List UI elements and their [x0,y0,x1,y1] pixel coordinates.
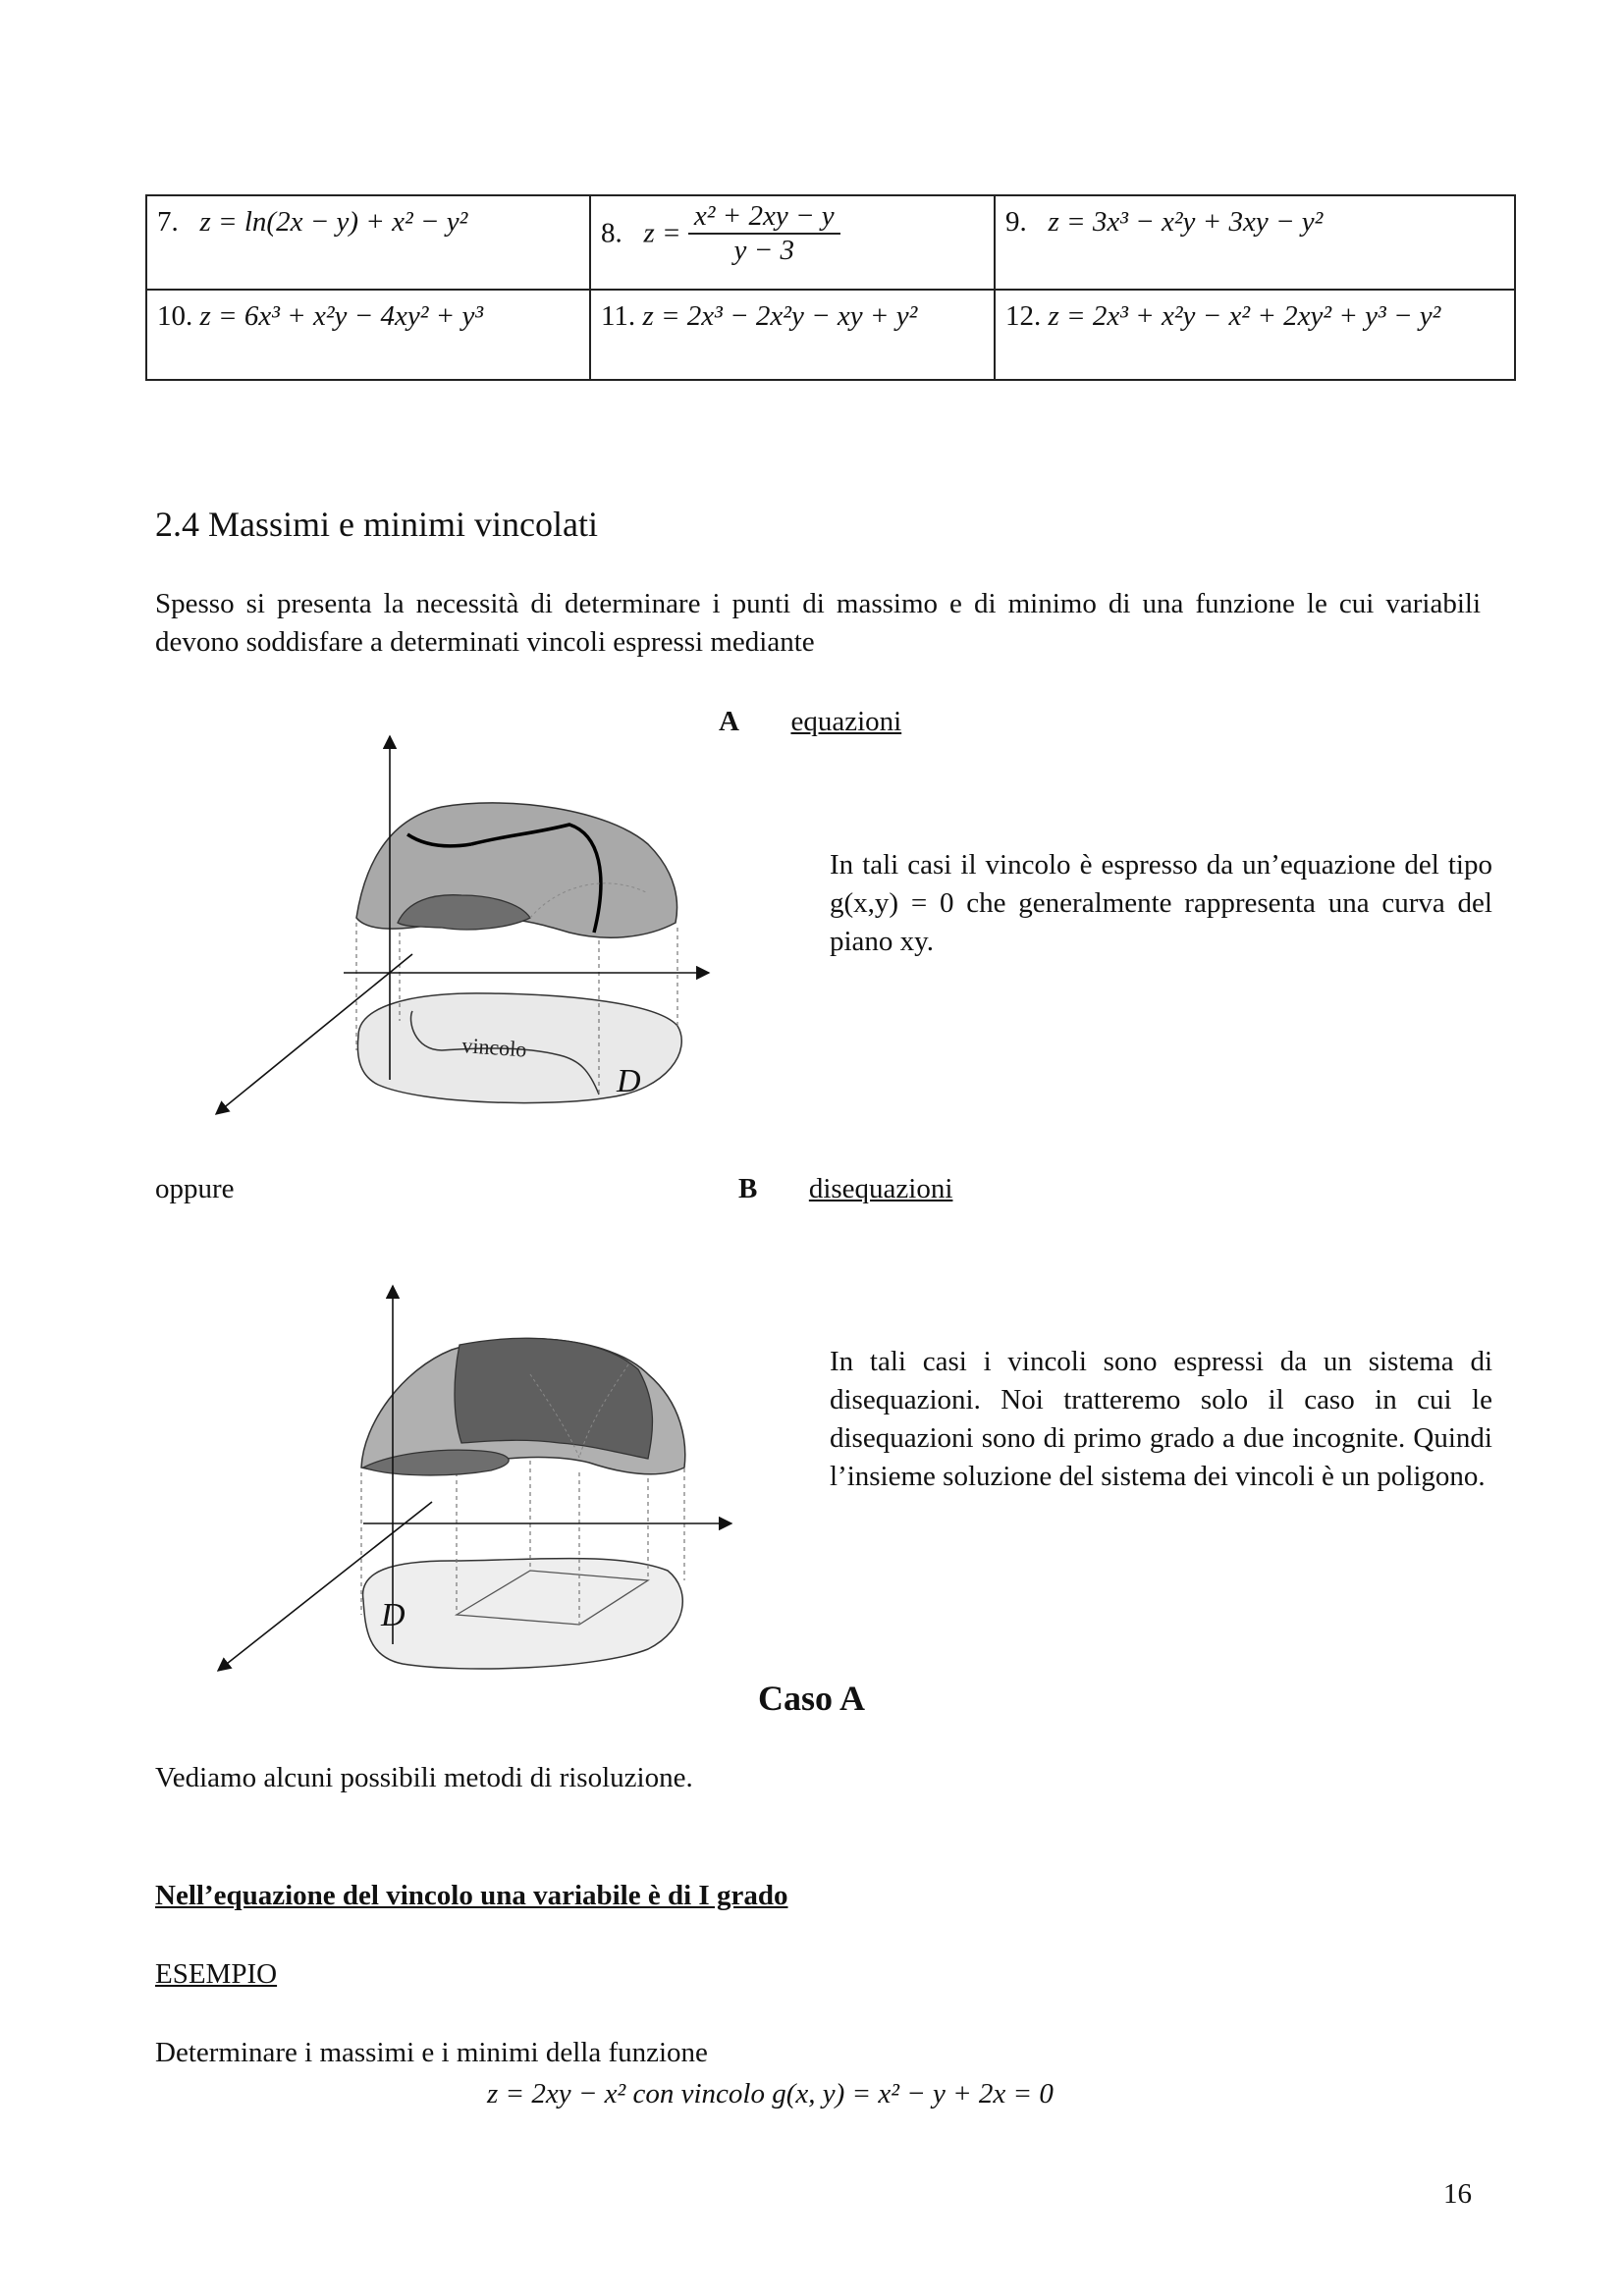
exercise-lhs: z = [643,217,681,249]
table-row [146,290,1515,380]
exercise-cell-10 [146,290,590,380]
page-number: 16 [1443,2178,1472,2210]
caso-a-heading: Caso A [758,1679,866,1718]
case-a-type: equazioni [790,706,902,737]
case-a-text: In tali casi il vincolo è espresso da un’equazione del tipo g(x,y) = 0 che generalmente rappresenta una curva del piano xy. [830,849,1492,957]
section-title: 2.4 Massimi e minimi vincolati [155,505,598,544]
exercise-cell-7 [146,195,590,290]
exercise-number: 8. [601,217,622,249]
subheading: Nell’equazione del vincolo una variabile è di I grado [155,1880,788,1911]
exercise-number: 9. [1005,206,1027,238]
case-b-type: disequazioni [808,1173,953,1204]
methods-line: Vediamo alcuni possibili metodi di risoluzione. [155,1762,693,1793]
figure-equality-constraint [196,726,746,1139]
exercise-cell-9 [995,195,1515,290]
figure-inequality-constraint [196,1276,746,1688]
exercise-formula: z = 2x³ − 2x²y − xy + y² [642,300,918,332]
example-formula: z = 2xy − x² con vincolo g(x, y) = x² − y + 2x = 0 [487,2078,1054,2109]
case-b-text: In tali casi i vincoli sono espressi da un sistema di disequazioni. Noi tratteremo solo il caso in cui le disequazioni sono di primo grado a due incognite. Quindi l’insieme soluzione del sistema dei vincoli è un poligono. [830,1346,1492,1492]
exercise-cell-11 [590,290,995,380]
case-b-letter: B [738,1173,758,1204]
exercise-number: 10. [157,300,193,332]
vincolo-label: vincolo [460,1033,528,1062]
domain-label: D [617,1063,641,1099]
exercise-number: 7. [157,206,179,238]
exercise-number: 12. [1005,300,1042,332]
exercise-table [145,194,1516,381]
domain-label: D [381,1597,406,1633]
exercise-number: 11. [601,300,636,332]
exercise-cell-12 [995,290,1515,380]
section-intro: Spesso si presenta la necessità di determinare i punti di massimo e di minimo di una funzione le cui variabili devono soddisfare a determinati vincoli espressi mediante [155,588,1481,658]
or-label: oppure [155,1173,235,1204]
fraction-denominator: y − 3 [733,235,794,266]
fraction [688,200,840,267]
case-b-label [738,1170,952,1208]
case-a-letter: A [719,706,739,737]
exercise-formula: z = ln(2x − y) + x² − y² [199,206,468,238]
exercise-cell-8 [590,195,995,290]
example-text: Determinare i massimi e i minimi della funzione [155,2037,708,2068]
table-row [146,195,1515,290]
exercise-formula: z = 3x³ − x²y + 3xy − y² [1048,206,1324,238]
exercise-formula: z = 2x³ + x²y − x² + 2xy² + y³ − y² [1048,300,1441,332]
exercise-formula: z = 6x³ + x²y − 4xy² + y³ [199,300,484,332]
fraction-numerator: x² + 2xy − y [688,200,840,235]
example-label: ESEMPIO [155,1958,278,1990]
